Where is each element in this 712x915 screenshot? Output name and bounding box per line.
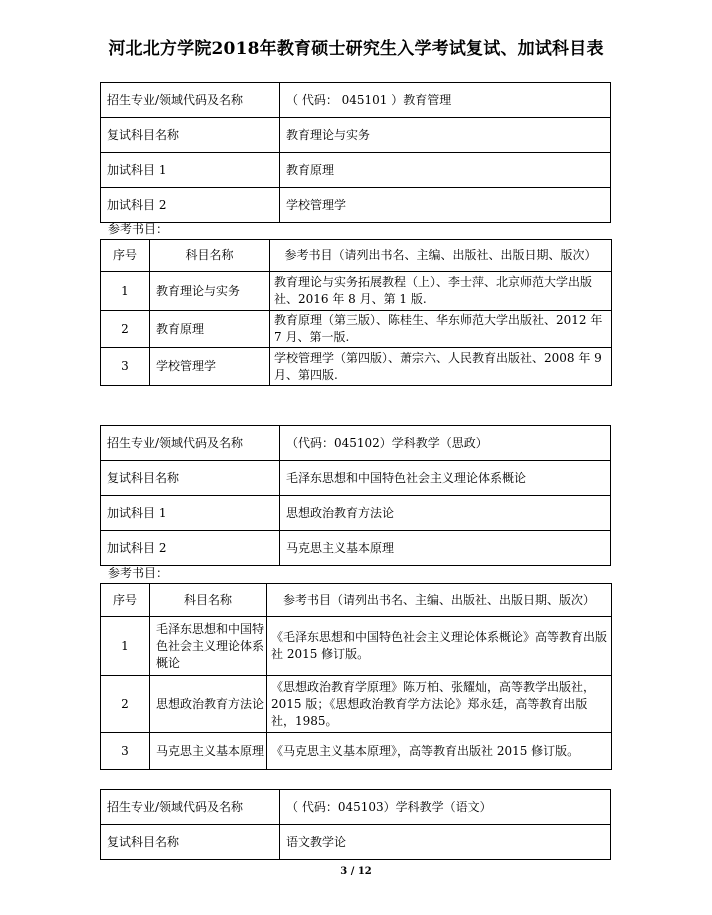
reference-header-row [101, 584, 612, 617]
info-row-program [101, 83, 611, 118]
info-row-extra-1 [101, 153, 611, 188]
row-no: 1 [101, 617, 150, 676]
row-no: 2 [101, 311, 150, 348]
info-label: 加试科目 1 [101, 496, 280, 531]
row-subject: 教育理论与实务 [150, 272, 270, 311]
program-info-table-2 [100, 425, 611, 566]
info-row-retest [101, 825, 611, 860]
header-books: 参考书目（请列出书名、主编、出版社、出版日期、版次） [267, 584, 612, 617]
row-subject: 学校管理学 [150, 348, 270, 386]
info-row-extra-2 [101, 531, 611, 566]
row-books: 《毛泽东思想和中国特色社会主义理论体系概论》高等教育出版社 2015 修订版。 [267, 617, 612, 676]
row-subject: 教育原理 [150, 311, 270, 348]
row-no: 3 [101, 348, 150, 386]
page-number: 3 / 12 [340, 866, 372, 877]
info-value: 语文教学论 [280, 825, 611, 860]
info-value: （代码：045102）学科教学（思政） [280, 426, 611, 461]
info-label: 加试科目 1 [101, 153, 280, 188]
reference-label: 参考书目： [108, 222, 169, 236]
header-no: 序号 [101, 584, 150, 617]
info-value: （ 代码： 045101 ）教育管理 [280, 83, 611, 118]
info-label: 招生专业/领域代码及名称 [101, 790, 280, 825]
reference-row [101, 311, 612, 348]
info-label: 复试科目名称 [101, 461, 280, 496]
info-label: 加试科目 2 [101, 188, 280, 223]
info-row-retest [101, 461, 611, 496]
header-subject: 科目名称 [150, 584, 267, 617]
reference-row [101, 617, 612, 676]
info-label: 复试科目名称 [101, 825, 280, 860]
info-label: 复试科目名称 [101, 118, 280, 153]
page-title: 河北北方学院2018年教育硕士研究生入学考试复试、加试科目表 [108, 39, 604, 59]
reference-row [101, 676, 612, 733]
row-no: 2 [101, 676, 150, 733]
row-no: 3 [101, 733, 150, 770]
header-books: 参考书目（请列出书名、主编、出版社、出版日期、版次） [270, 240, 612, 272]
row-books: 教育原理（第三版）、陈桂生、华东师范大学出版社、2012 年 7 月、第一版. [270, 311, 612, 348]
row-books: 《思想政治教育学原理》陈万柏、张耀灿，高等教学出版社，2015 版；《思想政治教育学方法论》郑永廷，高等教育出版社，1985。 [267, 676, 612, 733]
info-label: 加试科目 2 [101, 531, 280, 566]
row-subject: 马克思主义基本原理 [150, 733, 267, 770]
info-row-extra-2 [101, 188, 611, 223]
program-info-table-3 [100, 789, 611, 860]
row-subject: 毛泽东思想和中国特色社会主义理论体系概论 [150, 617, 267, 676]
row-subject: 思想政治教育方法论 [150, 676, 267, 733]
reference-label: 参考书目： [108, 566, 169, 580]
row-books: 学校管理学（第四版）、萧宗六、人民教育出版社、2008 年 9 月、第四版. [270, 348, 612, 386]
info-value: 学校管理学 [280, 188, 611, 223]
row-books: 《马克思主义基本原理》，高等教育出版社 2015 修订版。 [267, 733, 612, 770]
info-row-extra-1 [101, 496, 611, 531]
info-value: 教育理论与实务 [280, 118, 611, 153]
info-value: （ 代码：045103）学科教学（语文） [280, 790, 611, 825]
reference-row [101, 272, 612, 311]
info-value: 教育原理 [280, 153, 611, 188]
reference-row [101, 348, 612, 386]
info-label: 招生专业/领域代码及名称 [101, 426, 280, 461]
header-subject: 科目名称 [150, 240, 270, 272]
header-no: 序号 [101, 240, 150, 272]
info-row-retest [101, 118, 611, 153]
info-value: 马克思主义基本原理 [280, 531, 611, 566]
info-row-program [101, 790, 611, 825]
program-info-table-1 [100, 82, 611, 223]
reference-table-2 [100, 583, 612, 770]
reference-row [101, 733, 612, 770]
reference-header-row [101, 240, 612, 272]
info-value: 毛泽东思想和中国特色社会主义理论体系概论 [280, 461, 611, 496]
row-books: 教育理论与实务拓展教程（上）、李士萍、北京师范大学出版社、2016 年 8 月、第 1 版. [270, 272, 612, 311]
info-row-program [101, 426, 611, 461]
info-label: 招生专业/领域代码及名称 [101, 83, 280, 118]
info-value: 思想政治教育方法论 [280, 496, 611, 531]
reference-table-1 [100, 239, 612, 386]
row-no: 1 [101, 272, 150, 311]
